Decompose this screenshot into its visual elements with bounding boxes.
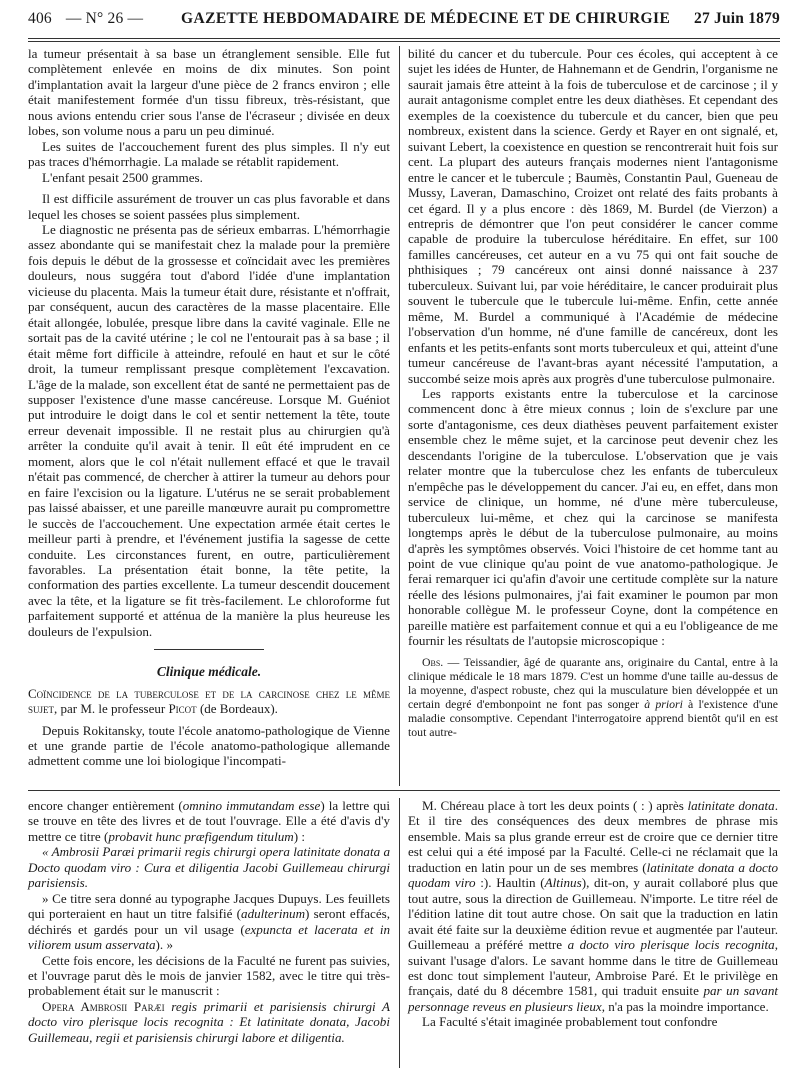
latin-quote: omnino immutandam esse [182, 798, 321, 813]
text-run: , suivant l'usage d'alors. Le savant homme dans le titre de Guillemeau est donc tout simplement l'auteur, Ambroise Paré. Et le privilège en français, daté du 8 décembre 1581, qui traduit ensuite [408, 937, 778, 999]
section-divider [154, 649, 264, 650]
observation-text: à l'existence d'une maladie consomptive. Cependant l'interrogatoire apprend bientôt qu'il en est tout autre- [408, 696, 778, 740]
section-title: Clinique médicale. [156, 664, 262, 680]
latin-quote: probavit hunc præfigendum titulum [108, 828, 294, 844]
latin-quote: par un savant personnage reveus en plusieurs lieux [408, 983, 779, 1014]
column-divider [399, 46, 400, 786]
paragraph: bilité du cancer et du tubercule. Pour ces écoles, qui acceptent à ce sujet les idées de Hunter, de Hahnemann et de Gendrin, l'organisme ne saurait jamais être atteint à la fois de tuberculose et de carcinose ; il y aurait antagonisme complet entre les deux diathèses. Et cependant des exemples de la coexistence du tubercule et du cancer, bien que peu nombreux, existent dans la science. Gerdy et Rayer en ont signalé, et, suivant Lebert, la coexistence en question se rencontrerait huit fois sur cent. La plupart des auteurs français modernes nient l'antagonisme entre le cancer et le tubercule ; Baumès, Constantin Paul, Gueneau de Mussy, Laveran, Damaschino, Croizet ont relaté des faits probants à cet égard. Il y a plus encore : dès 1869, M. Burdel (de Vierzon) a entrepris de démontrer que l'on peut considérer le cancer comme capable de produire la tuberculose héréditaire. En effet, sur 100 familles cancéreuses, cet auteur en a vu 75 qui ont fait souche de phthisiques ; 79 cancéreux ont ainsi donné naissance à 237 tuberculeux. Suivant lui, par voie héréditaire, le cancer produirait plus souvent le tubercule que le tubercule lui-même. Enfin, cette année même, M. Burdel a communiqué à l'Académie de médecine l'observation d'un homme, né d'une famille de cancéreux, dont les enfants et les petits-enfants sont morts tuberculeux et qui, atteint d'une tumeur cancéreuse de l'avant-bras ayant nécessité l'amputation, a succombé seize mois après aux progrès d'une tuberculose pulmonaire. [408, 46, 778, 386]
latin-quote: expuncta et lacerata et in viliorem usum asservata [28, 921, 391, 953]
paragraph: La Faculté s'était imaginée probablement tout confondre [422, 1014, 718, 1030]
article-title [28, 686, 390, 717]
observation-paragraph [408, 655, 778, 740]
latin-quote: latinitate donata [687, 798, 775, 813]
paragraph: Le diagnostic ne présenta pas de sérieux embarras. L'hémorrhagie assez abondante qui se manifestait chez la malade pour la première fois depuis le début de la grossesse et coïncidait avec les premières douleurs, nous suggéra tout d'abord l'idée d'une implantation vicieuse du placenta. Mais la tumeur était dure, résistante et n'offrait, par conséquent, aucun des caractères de la masse placentaire. Elle était allongée, lobulée, presque libre dans la cavité vaginale. Elle ne sortait pas de la cavité utérine ; le col ne l'entourait pas à sa base ; il était même fort difficile à atteindre, refoulé en haut et sur le côté droit, la tumeur remplissant presque complètement l'excavation. L'âge de la malade, son excellent état de santé ne permettaient pas de supposer l'existence d'une masse cancéreuse. Lorsque M. Guéniot put introduire le doigt dans le col et sentir nettement la tête, toute erreur devenait impossible. Il ne restait plus au chirurgien qu'à arrêter la conduite qu'il avait à tenir. Il eût été imprudent en ce moment, alors que le col n'était nullement effacé et que le travail n'était pas commencé, de chercher à attirer la tumeur au dehors pour en faire l'excision ou la ligature. L'utérus ne se serait probablement pas laissé abaisser, et une pareille manœuvre aurait pu compromettre le succès de l'accouchement. Une expectation armée était certes le meilleur parti à prendre, et l'événement justifia la sagesse de cette conduite. Les circonstances furent, en outre, particulièrement favorables. La présentation était bonne, la tête petite, la conformation des parties excellente. La tumeur descendit doucement avec la tête, et la ligature se fit très-facilement. Le chloroforme fut parfaitement supporté et atténua de la manière la plus heureuse les douleurs de l'expulsion. [28, 221, 390, 639]
text-run: encore changer entièrement ( [28, 798, 183, 813]
paragraph [28, 999, 390, 1045]
article-author: Picot [168, 701, 197, 717]
paragraph [28, 891, 390, 953]
latin-quote: latinitate donata a docto quodam viro [408, 859, 779, 891]
article-title-place: (de Bordeaux). [196, 701, 278, 717]
article-title-by: par M. le professeur [57, 701, 169, 717]
column-top-right [408, 46, 778, 786]
text-run: ) la lettre qui se trouve en tête des livres et de tout l'ouvrage. Elle a été d'avis d'y mettre ce titre ( [28, 798, 390, 844]
observation-italic: à priori [644, 696, 683, 711]
text-run: ), dit-on, y aurait collaboré plus que tout autre, sous la direction de Guillemeau. N'importe. Le titre réel de l'édition latine dit tout autre chose. On sait que la traduction en latin avait été faite sur la deuxième édition revue et augmentée par l'auteur. Guillemeau a préféré mettre [408, 875, 778, 953]
page-number: 406 [28, 10, 52, 27]
text-run: . Et il tire des conséquences des deux membres de phrase mis ensemble. Mais sa plus grande erreur est de croire que ce dernier titre est celui qui a été imposé par la Faculté. Celle-ci ne réclamait que la traduction en latin pour un de ses membres ( [408, 798, 778, 875]
latin-quote: adulterinum [241, 906, 306, 922]
text-run: , n'a pas la moindre importance. [601, 998, 769, 1014]
paragraph: la tumeur présentait à sa base un étranglement sensible. Elle fut complètement enlevée en moins de dix minutes. Son point d'implantation avait la largeur d'une pièce de 2 francs environ ; elle était manifestement formée d'un tissu fibreux, très-résistant, que nous avions entendu crier sous l'anse de l'écraseur ; divisée en deux lobes, son volume nous a paru un peu diminué. [28, 46, 390, 139]
paragraph: Les rapports existants entre la tuberculose et la carcinose commencent donc à être mieux connus ; loin de s'exclure par une sorte d'antagonisme, ces deux diathèses peuvent parfaitement exister ensemble chez le même sujet, et la carcinose peut devenir chez les descendants l'origine de la tuberculose. L'observation que je vais relater montre que la tuberculose chez les enfants de tuberculeux n'empêche pas le développement du cancer. J'ai eu, en effet, dans mon service de clinique, un homme, né d'une mère tuberculeuse, tuberculeux lui-même, et chez qui la carcinose se manifesta longtemps après le début de la tuberculose pulmonaire, au moins d'après les symptômes observés. Voici l'histoire de cet homme tant au point de vue clinique qu'au point de vue anatomo-pathologique. Je ferai remarquer ici qu'afin d'avoir une certitude complète sur la nature réelle des lésions pulmonaires, j'ai fait examiner le poumon par mon honorable collègue M. le professeur Coyne, dont la compétence en pareille matière est parfaitement connue et qui a eu l'obligeance de me fournir les résultats de l'autopsie microscopique : [408, 385, 778, 649]
paragraph: L'enfant pesait 2500 grammes. [42, 169, 203, 185]
text-run: » Ce titre sera donné au typographe Jacques Dupuys. Les feuillets qui porteraient en haut un titre falsifié ( [28, 890, 390, 922]
paragraph [28, 798, 390, 844]
issue-number: — N° 26 — [65, 10, 144, 27]
observation-text: Teissandier, âgé de quarante ans, originaire du Cantal, entre à la clinique médicale le 18 mars 1879. C'est un homme d'une taille au-dessus de la moyenne, d'aspect robuste, chez qui la musculature bien développée et un certain degré d'embonpoint ne font pas songer [408, 654, 778, 711]
text-run: ) : [293, 828, 305, 844]
latin-title-quote: « Ambrosii Paræi primarii regis chirurgi opera latinitate donata a Docto quodam viro : Cura et diligentia Jacobi Guillemeau chirurgi parisiensis. [28, 844, 390, 891]
column-divider [399, 798, 400, 1068]
text-run: ) seront effacés, déchirés et gardés pour un vil usage ( [28, 906, 390, 937]
page-header [28, 10, 780, 40]
text-run: M. Chéreau place à tort les deux points ( : ) après [422, 798, 688, 813]
column-bottom-right [408, 798, 778, 1073]
section-rule [28, 790, 780, 791]
text-run: Opera Ambrosii Paræi [42, 998, 172, 1014]
column-top-left [28, 46, 390, 769]
paragraph: Il est difficile assurément de trouver un cas plus favorable et dans lequel les choses se soient passées plus simplement. [28, 191, 390, 222]
journal-title: GAZETTE HEBDOMADAIRE DE MÉDECINE ET DE CHIRURGIE [181, 10, 671, 27]
text-run: :). Haultin ( [475, 875, 545, 891]
paragraph: Les suites de l'accouchement furent des plus simples. Il n'y eut pas traces d'hémorrhagie. La malade se rétablit rapidement. [28, 138, 390, 170]
issue-date: 27 Juin 1879 [694, 10, 780, 27]
header-rule [28, 38, 780, 42]
paragraph [28, 844, 390, 890]
text-run: ). » [155, 937, 173, 953]
latin-quote: a docto viro plerisque locis recognita [567, 937, 775, 953]
article-title-main: Coïncidence de la tuberculose et de la carcinose chez le même sujet, [28, 685, 390, 717]
column-bottom-left [28, 798, 390, 1073]
paragraph: Cette fois encore, les décisions de la Faculté ne furent pas suivies, et l'ouvrage parut dès le mois de janvier 1582, avec le titre qui très-probablement était sur le manuscrit : [28, 952, 390, 999]
latin-title-quote: regis primarii et parisiensis chirurgi A docto viro plerisque locis recognita : Et latinitate donata, Jacobi Guillemeau, regii et parisiensis chirurgi labore et diligentia. [28, 998, 390, 1045]
paragraph: Depuis Rokitansky, toute l'école anatomo-pathologique de Vienne et une grande partie de l'école anatomo-pathologique allemande admettent comme une loi biologique l'incompati- [28, 722, 390, 769]
observation-label: Obs. — [422, 654, 464, 669]
latin-quote: Altinus [544, 875, 582, 891]
paragraph [408, 798, 778, 1014]
